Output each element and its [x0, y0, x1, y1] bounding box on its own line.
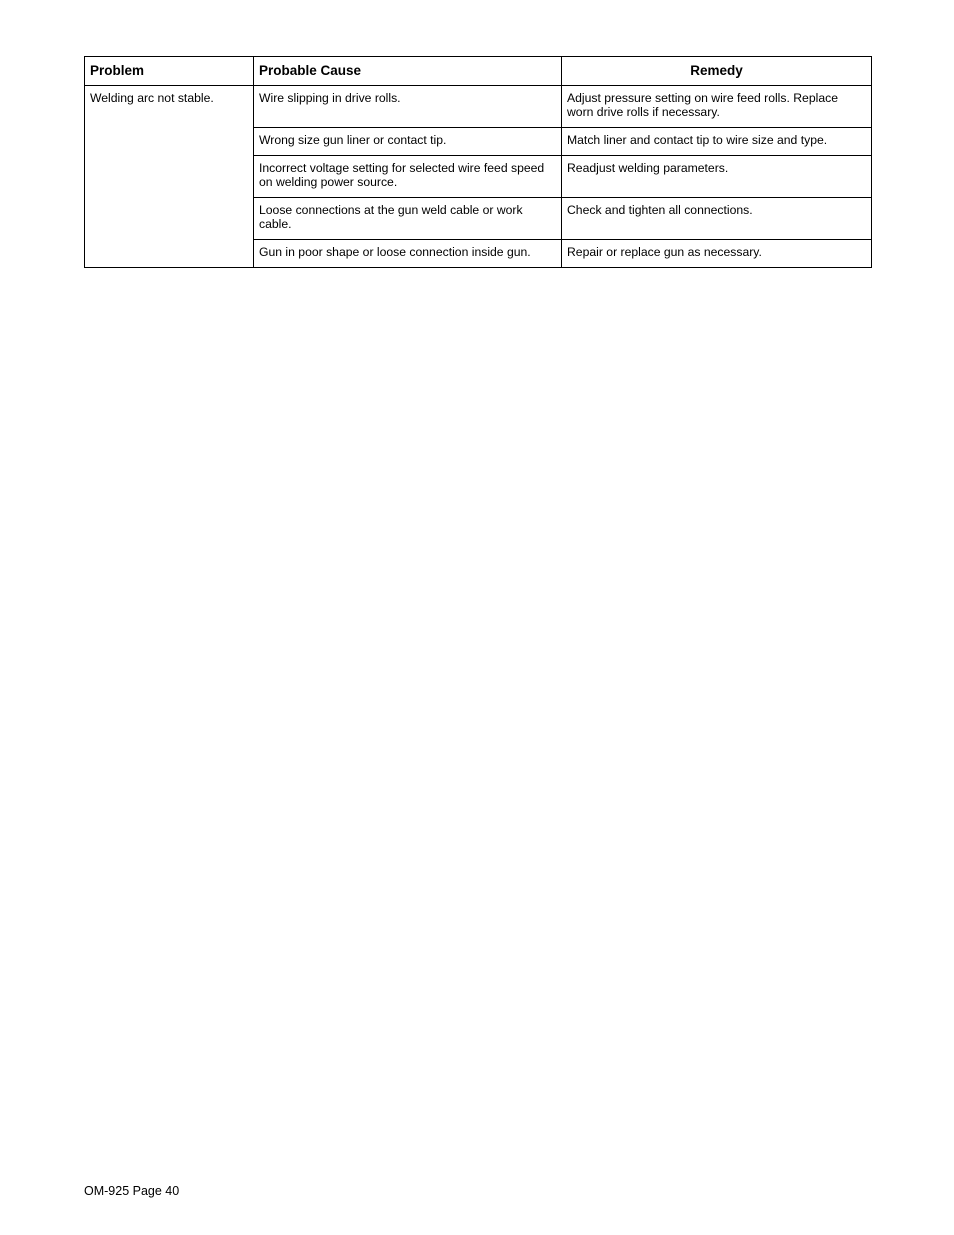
header-probable-cause: Probable Cause	[254, 57, 562, 86]
header-remedy: Remedy	[562, 57, 872, 86]
header-row	[85, 57, 872, 86]
cause-cell: Gun in poor shape or loose connection inside gun.	[254, 240, 562, 268]
cause-cell: Incorrect voltage setting for selected wire feed speed on welding power source.	[254, 156, 562, 198]
remedy-cell: Match liner and contact tip to wire size and type.	[562, 128, 872, 156]
table-header	[85, 57, 872, 86]
table-body	[85, 86, 872, 268]
remedy-cell: Readjust welding parameters.	[562, 156, 872, 198]
header-problem: Problem	[85, 57, 254, 86]
troubleshooting-table	[84, 56, 872, 268]
problem-cell: Welding arc not stable.	[85, 86, 254, 268]
remedy-cell: Repair or replace gun as necessary.	[562, 240, 872, 268]
cause-cell: Wire slipping in drive rolls.	[254, 86, 562, 128]
page-footer: OM-925 Page 40	[84, 1184, 180, 1198]
remedy-cell: Adjust pressure setting on wire feed rolls. Replace worn drive rolls if necessary.	[562, 86, 872, 128]
remedy-cell: Check and tighten all connections.	[562, 198, 872, 240]
table-row	[85, 86, 872, 128]
cause-cell: Wrong size gun liner or contact tip.	[254, 128, 562, 156]
cause-cell: Loose connections at the gun weld cable or work cable.	[254, 198, 562, 240]
